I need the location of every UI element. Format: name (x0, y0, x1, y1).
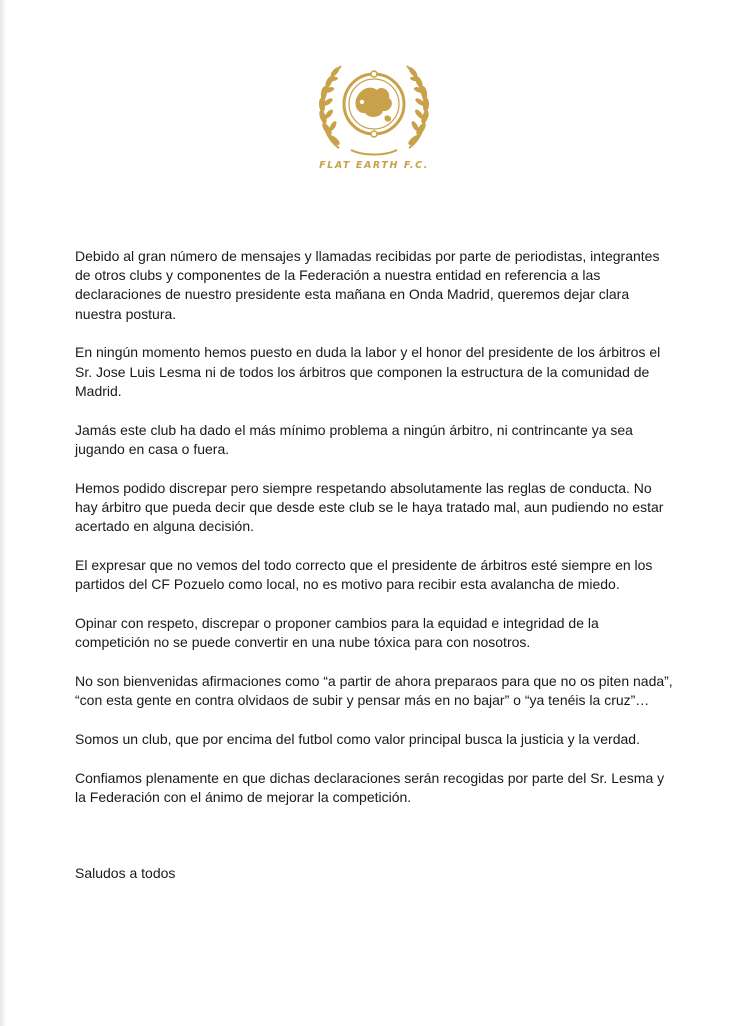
paragraph: No son bienvenidas afirmaciones como “a partir de ahora preparaos para que no os piten nada”, “con esta gente en contra olvidaos de subir y pensar más en no bajar” o “ya tenéis la cruz”… (75, 672, 673, 709)
paragraph: Hemos podido discrepar pero siempre respetando absolutamente las reglas de conducta. No hay árbitro que pueda decir que desde este club se le haya tratado mal, aun pudiendo no estar acertado en alguna decisión. (75, 479, 664, 535)
club-name-wordmark: FLAT EARTH F.C. (319, 160, 429, 171)
paragraph: Debido al gran número de mensajes y llamadas recibidas por parte de periodistas, integrantes de otros clubs y componentes de la Federación a nuestra entidad en referencia a las declaraciones de nuestro presidente esta mañana en Onda Madrid, queremos dejar clara nuestra postura. (75, 248, 660, 322)
paragraph: Opinar con respeto, discrepar o proponer cambios para la equidad e integridad de la competición no se puede convertir en una nube tóxica para con nosotros. (75, 614, 599, 651)
paragraph: Somos un club, que por encima del futbol como valor principal busca la justicia y la verdad. (75, 730, 640, 747)
paragraph: Confiamos plenamente en que dichas declaraciones serán recogidas por parte del Sr. Lesma y la Federación con el ánimo de mejorar la competición. (75, 769, 665, 805)
paragraph: Jamás este club ha dado el más mínimo problema a ningún árbitro, ni contrincante ya sea jugando en casa o fuera. (75, 421, 633, 457)
page-edge-shadow (0, 0, 7, 1026)
signoff: Saludos a todos (75, 865, 176, 882)
paragraph: En ningún momento hemos puesto en duda la labor y el honor del presidente de los árbitros el Sr. Jose Luis Lesma ni de todos los árbitros que componen la estructura de la comunidad de Madrid. (75, 344, 661, 399)
paragraph: El expresar que no vemos del todo correcto que el presidente de árbitros esté siempre en los partidos del CF Pozuelo como local, no es motivo para recibir esta avalancha de miedo. (75, 556, 653, 593)
letter-body (75, 247, 675, 903)
